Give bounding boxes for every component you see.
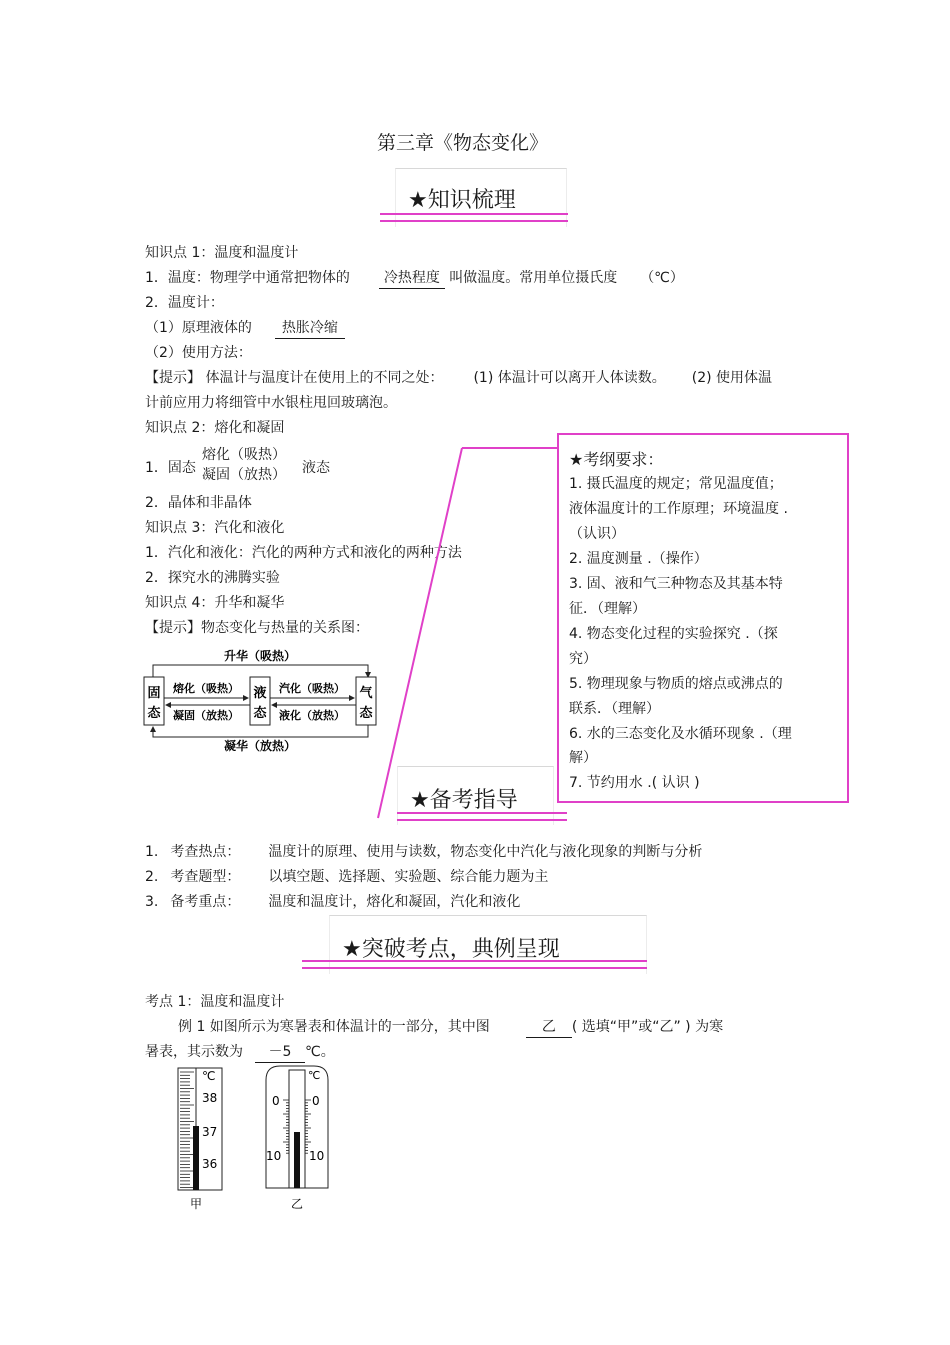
k1-heading: 知识点 1：温度和温度计 (145, 245, 299, 261)
k2-liquid: 液态 (302, 460, 330, 476)
banner-underline (397, 812, 567, 821)
thermometer-yi (262, 1062, 332, 1214)
guide-line-2: 2. 考查题型： 以填空题、选择题、实验题、综合能力题为主 (145, 869, 549, 885)
k2-line2: 2．晶体和非晶体 (145, 495, 252, 511)
k1-blank-cold-hot: 冷热程度 (379, 268, 445, 289)
requirements-line: 液体温度计的工作原理；环境温度 . (569, 501, 788, 517)
yi-left-0: 0 (272, 1094, 280, 1108)
yi-label: 乙 (290, 1197, 304, 1211)
example-line1: 例 1 如图所示为寒暑表和体温计的一部分，其中图 乙 ( 选填“甲”或“乙” ) 为寒 (178, 1017, 723, 1038)
jia-unit: ℃ (202, 1069, 216, 1083)
banner-underline (302, 960, 647, 969)
jia-tick-38: 38 (202, 1091, 218, 1105)
jia-tick-36: 36 (202, 1157, 218, 1171)
section-title: ★突破考点，典例呈现 (342, 937, 560, 962)
diagram-solid-2: 态 (147, 706, 161, 721)
example-blank-value: －5 (255, 1042, 305, 1063)
diagram-deposition: 凝华（放热） (223, 739, 297, 753)
section-title: ★备考指导 (410, 788, 518, 813)
k1-line4: （2）使用方法： (145, 345, 252, 361)
jia-label: 甲 (189, 1197, 203, 1211)
diagram-gas-1: 气 (359, 686, 373, 701)
requirements-line: 3. 固、液和气三种物态及其基本特 (569, 576, 783, 592)
k1-blank-thermal: 热胀冷缩 (275, 318, 345, 339)
k1-line2: 2．温度计： (145, 295, 224, 311)
requirements-line: 联系．（理解） (569, 701, 660, 717)
diagram-freezing: 凝固（放热） (173, 709, 239, 722)
thermometer-jia (172, 1064, 232, 1214)
diagram-sublimation: 升华（吸热） (223, 649, 297, 663)
k2-heading: 知识点 2：熔化和凝固 (145, 420, 285, 436)
guide-line-1: 1. 考查热点： 温度计的原理、使用与读数，物态变化中汽化与液化现象的判断与分析 (145, 844, 703, 860)
yi-left-10: 10 (266, 1149, 282, 1163)
k4-heading: 知识点 4：升华和凝华 (145, 595, 285, 611)
guide-line-3: 3. 备考重点： 温度和温度计，熔化和凝固，汽化和液化 (145, 894, 521, 910)
requirements-line: 征．（理解） (569, 601, 646, 617)
k1-tip-cont: 计前应用力将细管中水银柱甩回玻璃泡。 (145, 395, 397, 411)
k1-line1: 1．温度：物理学中通常把物体的 冷热程度 叫做温度。常用单位摄氏度 （℃） (145, 268, 684, 289)
yi-unit: ℃ (308, 1069, 321, 1082)
diagram-vaporization: 汽化（吸热） (279, 682, 345, 695)
requirements-heading: ★考纲要求： (569, 450, 664, 469)
diagram-liquefaction: 液化（放热） (279, 709, 345, 722)
requirements-box (557, 433, 849, 803)
requirements-line: 究） (569, 651, 597, 667)
k4-tip: 【提示】物态变化与热量的关系图： (145, 620, 369, 636)
requirements-line: 解） (569, 750, 597, 766)
k2-melt: 熔化（吸热） (202, 447, 286, 463)
diagram-liquid-1: 液 (253, 686, 267, 701)
jia-tick-37: 37 (202, 1125, 218, 1139)
example-blank-yi: 乙 (526, 1017, 572, 1038)
k3-line1: 1．汽化和液化：汽化的两种方式和液化的两种方法 (145, 545, 462, 561)
k1-line3: （1）原理液体的 热胀冷缩 (145, 318, 345, 339)
requirements-line: （认识） (569, 526, 625, 542)
diagram-gas-2: 态 (359, 706, 373, 721)
k1-tip: 【提示】 体温计与温度计在使用上的不同之处： (1) 体温计可以离开人体读数。 (2) 使用体温 (145, 370, 773, 386)
requirements-line: 5. 物理现象与物质的熔点或沸点的 (569, 676, 783, 692)
section-title: ★知识梳理 (408, 188, 516, 213)
example-line2: 暑表，其示数为 －5 ℃。 (145, 1042, 335, 1063)
diagram-liquid-2: 态 (253, 706, 267, 721)
page-title: 第三章《物态变化》 (376, 132, 548, 154)
k2-freeze: 凝固（放热） (202, 467, 286, 483)
requirements-line: 6. 水的三态变化及水循环现象 .（理 (569, 726, 792, 742)
requirements-line: 1. 摄氏温度的规定；常见温度值； (569, 476, 783, 492)
yi-right-0: 0 (312, 1094, 320, 1108)
requirements-line: 7. 节约用水 .( 认识 ) (569, 775, 700, 791)
requirements-line: 2. 温度测量 .（操作） (569, 551, 708, 567)
yi-right-10: 10 (309, 1149, 325, 1163)
diagram-melting: 熔化（吸热） (173, 682, 239, 695)
k2-solid: 1．固态 (145, 460, 196, 476)
example-heading: 考点 1：温度和温度计 (145, 994, 285, 1010)
requirements-line: 4. 物态变化过程的实验探究 .（探 (569, 626, 778, 642)
diagram-solid-1: 固 (147, 686, 161, 701)
k3-heading: 知识点 3：汽化和液化 (145, 520, 285, 536)
k3-line2: 2．探究水的沸腾实验 (145, 570, 280, 586)
